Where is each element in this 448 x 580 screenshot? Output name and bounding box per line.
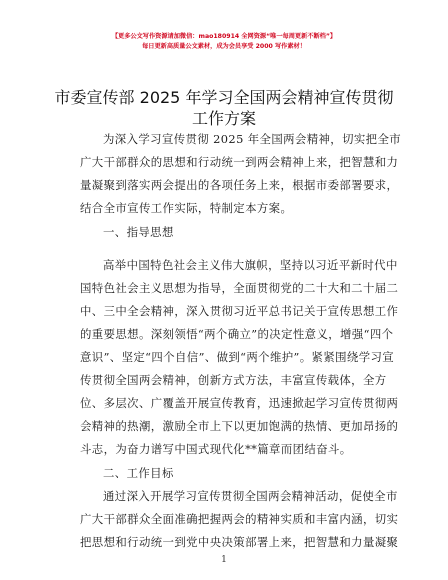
- section1-line: 的重要思想。深刻领悟“两个确立”的决定性意义，增强“四个: [80, 327, 394, 341]
- section1-line: 高举中国特色社会主义伟大旗帜，坚持以习近平新时代中: [103, 258, 398, 272]
- document-title-line-2: 工作方案: [191, 109, 256, 128]
- intro-line: 为深入学习宣传贯彻 2025 年全国两会精神，切实把全市: [103, 132, 402, 146]
- section1-line: 斗志，为奋力谱写中国式现代化**篇章而团结奋斗。: [80, 442, 352, 456]
- section1-line: 中、三中全会精神，深入贯彻习近平总书记关于宣传思想工作: [80, 304, 399, 318]
- page-number: 1: [221, 555, 227, 565]
- section2-line: 把思想和行动统一到党中央决策部署上来，把智慧和力量凝聚: [80, 535, 399, 549]
- section-heading-work-goals: 二、工作目标: [103, 466, 174, 480]
- intro-line: 广大干部群众的思想和行动统一到两会精神上来，把智慧和力: [80, 155, 399, 169]
- section1-line: 会精神的热潮，激励全市上下以更加饱满的热情、更加昂扬的: [80, 419, 399, 433]
- promo-banner-line-2: 每日更新高质量公文素材，成为会员享受 2000 写作素材！: [142, 43, 306, 50]
- section1-line: 意识”、坚定“四个自信”、做到“两个维护”。紧紧围绕学习宣: [80, 350, 395, 364]
- promo-banner-line-1: 【更多公文写作资源请加微信：mao180914 全网资源“唯一每周更新不断档”】: [111, 33, 337, 40]
- section1-line: 国特色社会主义思想为指导，全面贯彻党的二十大和二十届二: [80, 281, 399, 295]
- section1-line: 传贯彻全国两会精神，创新方式方法，丰富宣传载体，全方: [80, 373, 387, 387]
- document-title-line-1: 市委宣传部 2025 年学习全国两会精神宣传贯彻: [54, 88, 394, 107]
- section1-line: 位、多层次、广覆盖开展宣传教育，迅速掀起学习宣传贯彻两: [80, 396, 399, 410]
- section2-line: 广大干部群众全面准确把握两会的精神实质和丰富内涵，切实: [80, 512, 399, 526]
- section2-line: 通过深入开展学习宣传贯彻全国两会精神活动，促使全市: [103, 489, 398, 503]
- intro-line: 结合全市宣传工作实际，特制定本方案。: [80, 201, 293, 215]
- intro-line: 量凝聚到落实两会提出的各项任务上来，根据市委部署要求，: [80, 178, 399, 192]
- section-heading-guiding-ideology: 一、指导思想: [103, 225, 174, 239]
